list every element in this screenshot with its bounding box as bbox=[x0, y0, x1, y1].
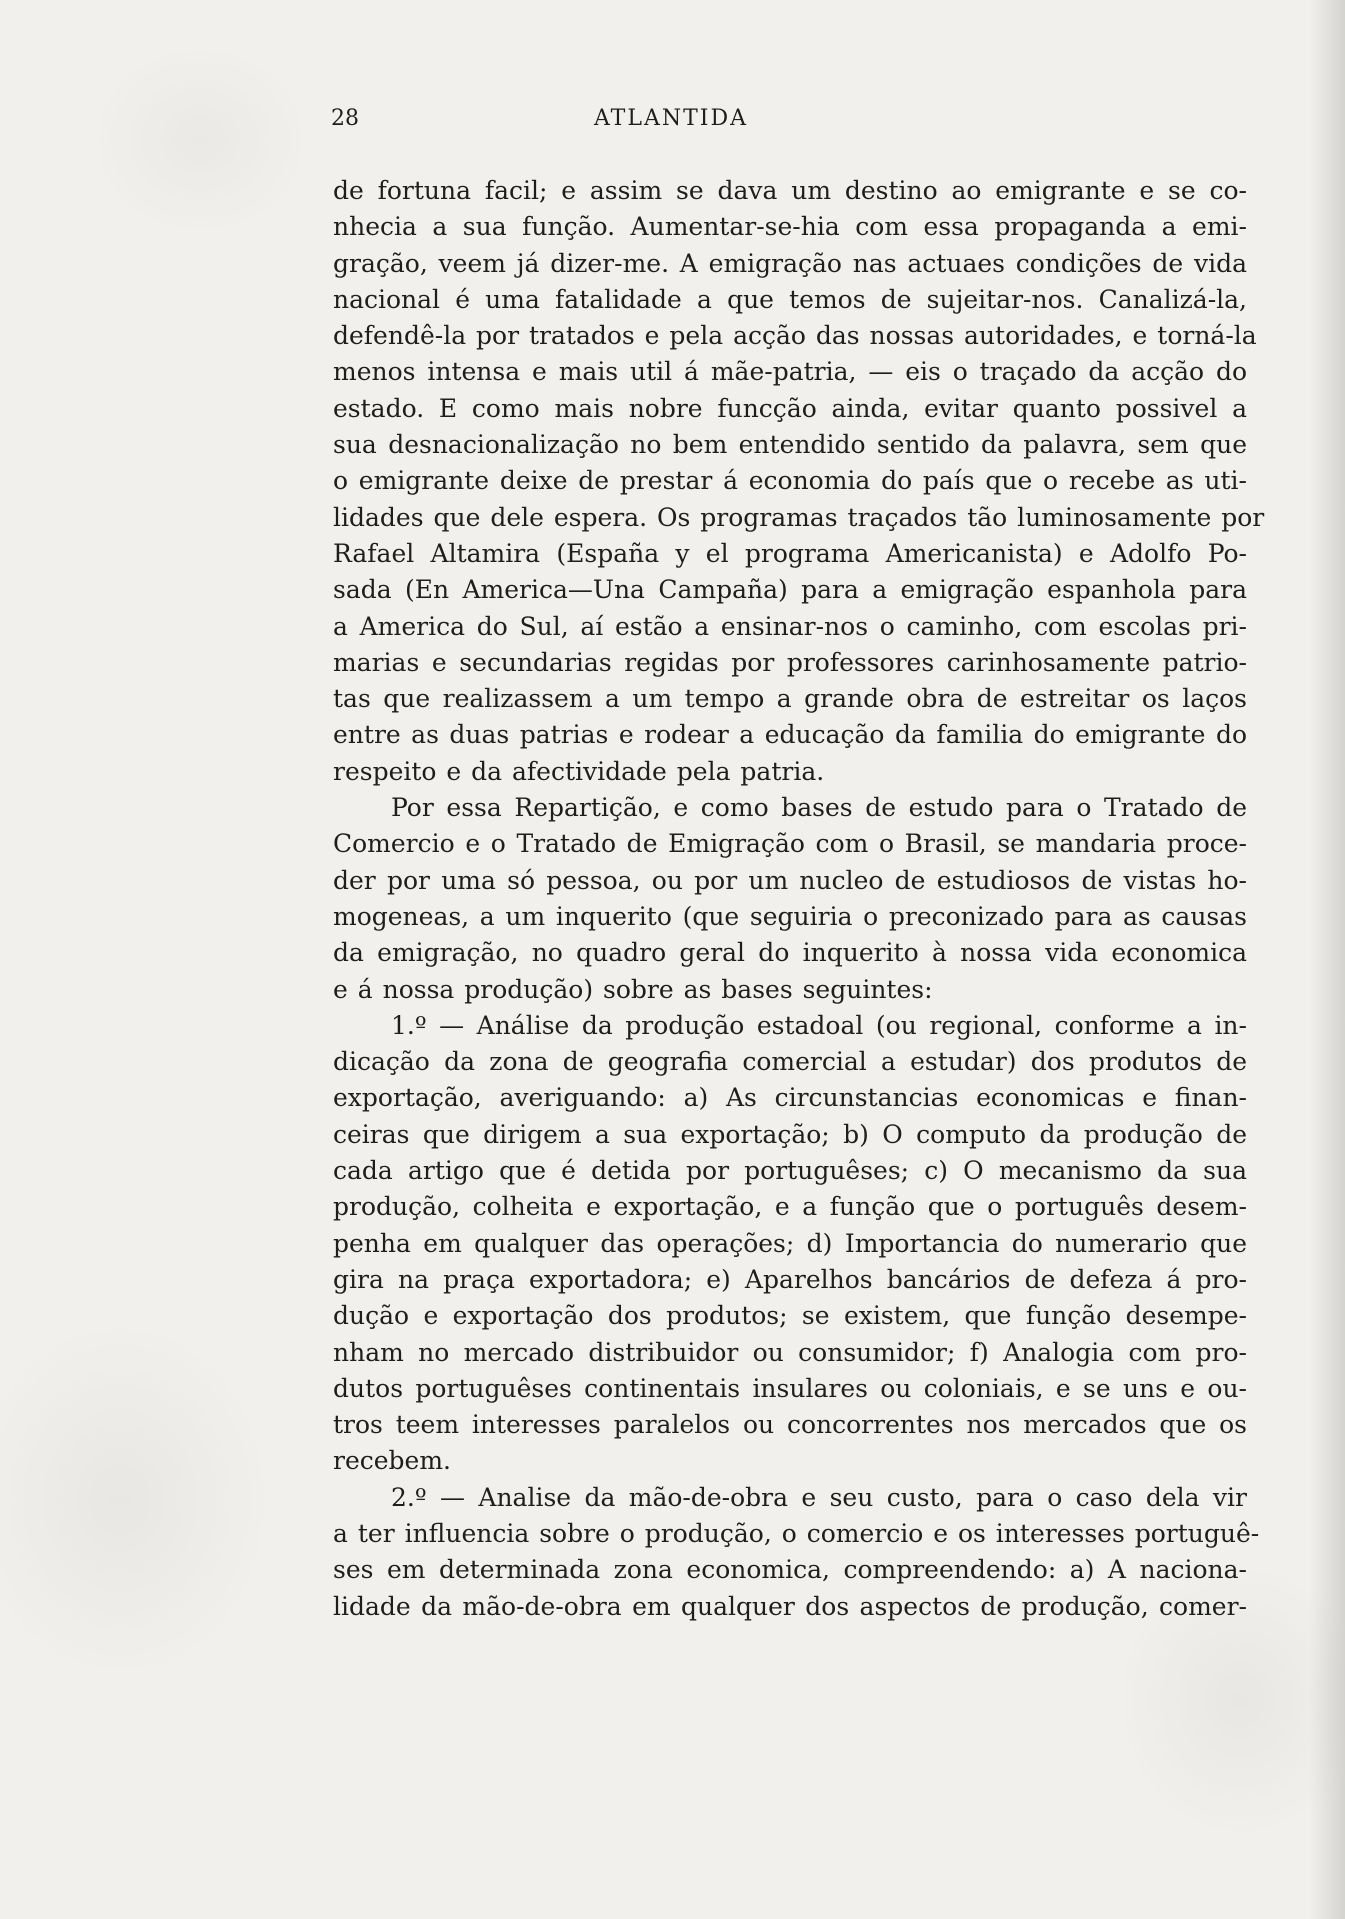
paragraph-last-line: recebem. bbox=[333, 1446, 451, 1476]
text-line: mogeneas, a um inquerito (que seguiria o preconizado para as causas bbox=[333, 901, 1247, 931]
running-head: ATLANTIDA bbox=[594, 106, 748, 131]
paragraph-last-line: e á nossa produção) sobre as bases seguintes: bbox=[333, 974, 933, 1004]
text-line: estado. E como mais nobre funcção ainda, evitar quanto possivel a bbox=[333, 393, 1247, 423]
text-line: produção, colheita e exportação, e a função que o português desem- bbox=[333, 1192, 1247, 1222]
text-line: dução e exportação dos produtos; se existem, que função desempe- bbox=[333, 1301, 1247, 1331]
text-line: nhecia a sua função. Aumentar-se-hia com essa propaganda a emi- bbox=[333, 212, 1247, 242]
text-line: gira na praça exportadora; e) Aparelhos bancários de defeza á pro- bbox=[333, 1264, 1247, 1294]
text-line: dutos portuguêses continentais insulares ou coloniais, e se uns e ou- bbox=[333, 1373, 1247, 1403]
text-line: penha em qualquer das operações; d) Importancia do numerario que bbox=[333, 1228, 1247, 1258]
text-line: defendê-la por tratados e pela acção das nossas autoridades, e torná-la bbox=[333, 321, 1257, 351]
text-line: ses em determinada zona economica, compreendendo: a) A naciona- bbox=[333, 1555, 1247, 1585]
text-line: Comercio e o Tratado de Emigração com o Brasil, se mandaria proce- bbox=[333, 829, 1247, 859]
paragraph-first-line: Por essa Repartição, e como bases de estudo para o Tratado de bbox=[391, 793, 1247, 823]
text-line: gração, veem já dizer-me. A emigração nas actuaes condições de vida bbox=[333, 248, 1247, 278]
paragraph-last-line: respeito e da afectividade pela patria. bbox=[333, 756, 825, 786]
text-line: menos intensa e mais util á mãe-patria, — eis o traçado da acção do bbox=[333, 357, 1247, 387]
page-header bbox=[331, 106, 1011, 140]
text-line: tros teem interesses paralelos ou concorrentes nos mercados que os bbox=[333, 1410, 1247, 1440]
text-line: dicação da zona de geografia comercial a estudar) dos produtos de bbox=[333, 1047, 1247, 1077]
text-line: sada (En America—Una Campaña) para a emigração espanhola para bbox=[333, 575, 1247, 605]
text-line: ceiras que dirigem a sua exportação; b) O computo da produção de bbox=[333, 1119, 1247, 1149]
text-line: nham no mercado distribuidor ou consumidor; f) Analogia com pro- bbox=[333, 1337, 1247, 1367]
body-text bbox=[333, 173, 1265, 1625]
text-line: lidades que dele espera. Os programas traçados tão luminosamente por bbox=[333, 502, 1265, 532]
text-line: a ter influencia sobre o produção, o comercio e os interesses portuguê- bbox=[333, 1518, 1260, 1548]
text-line: marias e secundarias regidas por professores carinhosamente patrio- bbox=[333, 647, 1247, 677]
text-line: tas que realizassem a um tempo a grande obra de estreitar os laços bbox=[333, 684, 1247, 714]
text-line: a America do Sul, aí estão a ensinar-nos o caminho, com escolas pri- bbox=[333, 611, 1247, 641]
page-number: 28 bbox=[331, 106, 359, 131]
text-line: Rafael Altamira (España y el programa Americanista) e Adolfo Po- bbox=[333, 538, 1247, 568]
text-line: cada artigo que é detida por portuguêses; c) O mecanismo da sua bbox=[333, 1156, 1247, 1186]
text-line: exportação, averiguando: a) As circunstancias economicas e finan- bbox=[333, 1083, 1247, 1113]
text-line: entre as duas patrias e rodear a educação da familia do emigrante do bbox=[333, 720, 1247, 750]
page-edge-shadow bbox=[1309, 0, 1345, 1919]
text-line: lidade da mão-de-obra em qualquer dos aspectos de produção, comer- bbox=[333, 1591, 1247, 1621]
text-line: da emigração, no quadro geral do inquerito à nossa vida economica bbox=[333, 938, 1247, 968]
text-line: der por uma só pessoa, ou por um nucleo de estudiosos de vistas ho- bbox=[333, 865, 1247, 895]
text-line: nacional é uma fatalidade a que temos de sujeitar-nos. Canalizá-la, bbox=[333, 284, 1247, 314]
text-line: sua desnacionalização no bem entendido sentido da palavra, sem que bbox=[333, 430, 1247, 460]
list-item-1-first-line: 1.º — Análise da produção estadoal (ou regional, conforme a in- bbox=[391, 1010, 1247, 1040]
list-item-2-first-line: 2.º — Analise da mão-de-obra e seu custo, para o caso dela vir bbox=[391, 1482, 1247, 1512]
text-line: de fortuna facil; e assim se dava um destino ao emigrante e se co- bbox=[333, 176, 1247, 205]
text-line: o emigrante deixe de prestar á economia do país que o recebe as uti- bbox=[333, 466, 1247, 496]
